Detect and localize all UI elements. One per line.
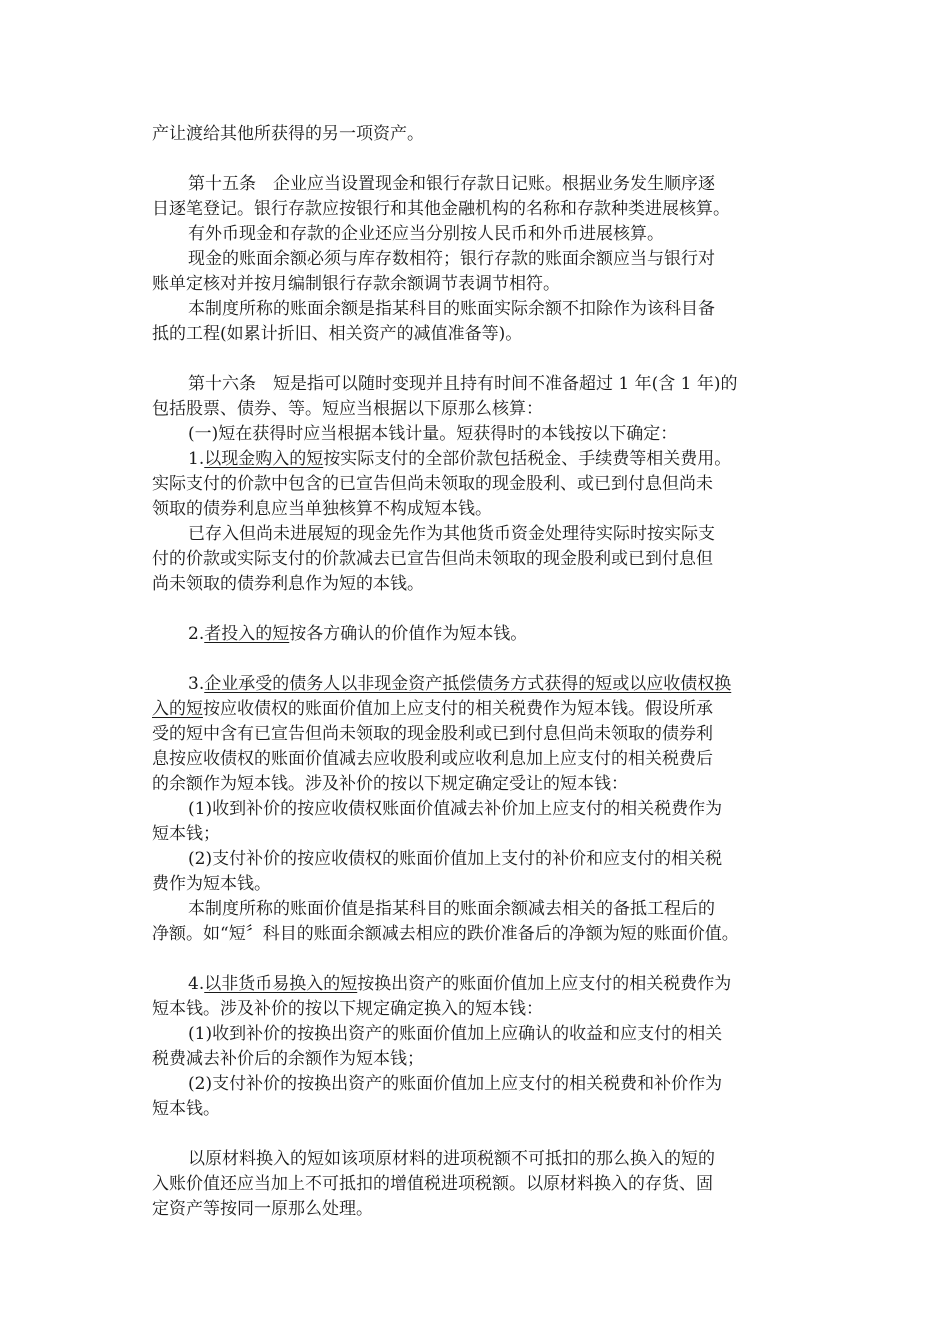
text-line: 账单定核对并按月编制银行存款余额调节表调节相符。	[152, 274, 560, 294]
item-number: 4.	[188, 974, 205, 994]
item-3-continuation-line	[152, 697, 812, 722]
text-line: 短本钱。涉及补价的按以下规定确定换入的短本钱：	[152, 999, 543, 1019]
article-16-heading-line: 第十六条 短是指可以随时变现并且持有时间不准备超过 1 年(含 1 年)的	[188, 374, 738, 394]
item-number: 3.	[188, 674, 205, 694]
item-title: 入的短	[152, 699, 203, 719]
text-line: 短本钱；	[152, 824, 220, 844]
text-line: 日逐笔登记。银行存款应按银行和其他金融机构的名称和存款种类进展核算。	[152, 199, 730, 219]
item-text: 按应收债权的账面价值加上应支付的相关税费作为短本钱。假设所承	[203, 699, 713, 719]
text-line: 本制度所称的账面余额是指某科目的账面实际余额不扣除作为该科目备	[188, 299, 715, 319]
text-line: 有外币现金和存款的企业还应当分别按人民币和外币进展核算。	[188, 224, 664, 244]
item-text: 按实际支付的全部价款包括税金、手续费等相关费用。	[323, 449, 732, 469]
text-line: (一)短在获得时应当根据本钱计量。短获得时的本钱按以下确定：	[188, 424, 678, 444]
item-number: 1.	[188, 449, 205, 469]
text-line: 受的短中含有已宣告但尚未领取的现金股利或已到付息但尚未领取的债券利	[152, 724, 713, 744]
blank-line	[152, 597, 812, 622]
text-line: 已存入但尚未进展短的现金先作为其他货币资金处理待实际时按实际支	[188, 524, 715, 544]
text-line: (2)支付补价的按应收债权的账面价值加上支付的补价和应支付的相关税	[188, 849, 723, 869]
text-line: 现金的账面余额必须与库存数相符；银行存款的账面余额应当与银行对	[188, 249, 715, 269]
text-line: 净额。如“短〞科目的账面余额减去相应的跌价准备后的净额为短的账面价值。	[152, 924, 739, 944]
text-line: 以原材料换入的短如该项原材料的进项税额不可抵扣的那么换入的短的	[188, 1149, 715, 1169]
item-3-line	[152, 672, 812, 697]
item-4-line	[152, 972, 812, 997]
item-title: 企业承受的债务人以非现金资产抵偿债务方式获得的短或以应收债权换	[204, 674, 732, 694]
text-line: 包括股票、债券、等。短应当根据以下原那么核算：	[152, 399, 543, 419]
text-line: 的余额作为短本钱。涉及补价的按以下规定确定受让的短本钱：	[152, 774, 628, 794]
document-body	[152, 122, 812, 1222]
item-title: 者投入的短	[204, 624, 290, 644]
item-number: 2.	[188, 624, 205, 644]
blank-line	[152, 347, 812, 372]
item-title: 以非货币易换入的短	[204, 974, 358, 994]
item-text: 按各方确认的价值作为短本钱。	[289, 624, 528, 644]
item-text: 按换出资产的账面价值加上应支付的相关税费作为	[357, 974, 732, 994]
text-line: (1)收到补价的按换出资产的账面价值加上应确认的收益和应支付的相关	[188, 1024, 723, 1044]
text-line: 本制度所称的账面价值是指某科目的账面余额减去相关的备抵工程后的	[188, 899, 715, 919]
text-line: 抵的工程(如累计折旧、相关资产的减值准备等)。	[152, 324, 523, 344]
text-line: 产让渡给其他所获得的另一项资产。	[152, 124, 424, 144]
blank-line	[152, 147, 812, 172]
blank-line	[152, 1122, 812, 1147]
text-line: 税费减去补价后的余额作为短本钱；	[152, 1049, 424, 1069]
text-line: 领取的债券利息应当单独核算不构成短本钱。	[152, 499, 492, 519]
item-2-line	[152, 622, 812, 647]
text-line: (2)支付补价的按换出资产的账面价值加上应支付的相关税费和补价作为	[188, 1074, 723, 1094]
item-title: 以现金购入的短	[204, 449, 324, 469]
blank-line	[152, 647, 812, 672]
item-1-line	[152, 447, 812, 472]
text-line: (1)收到补价的按应收债权账面价值减去补价加上应支付的相关税费作为	[188, 799, 723, 819]
text-line: 息按应收债权的账面价值减去应收股利或应收利息加上应支付的相关税费后	[152, 749, 713, 769]
text-line: 尚未领取的债券利息作为短的本钱。	[152, 574, 424, 594]
text-line: 短本钱。	[152, 1099, 220, 1119]
blank-line	[152, 947, 812, 972]
text-line: 定资产等按同一原那么处理。	[152, 1199, 373, 1219]
text-line: 入账价值还应当加上不可抵扣的增值税进项税额。以原材料换入的存货、固	[152, 1174, 713, 1194]
text-line: 实际支付的价款中包含的已宣告但尚未领取的现金股利、或已到付息但尚未	[152, 474, 713, 494]
article-15-heading-line: 第十五条 企业应当设置现金和银行存款日记账。根据业务发生顺序逐	[188, 174, 715, 194]
text-line: 费作为短本钱。	[152, 874, 271, 894]
text-line: 付的价款或实际支付的价款减去已宣告但尚未领取的现金股利或已到付息但	[152, 549, 713, 569]
